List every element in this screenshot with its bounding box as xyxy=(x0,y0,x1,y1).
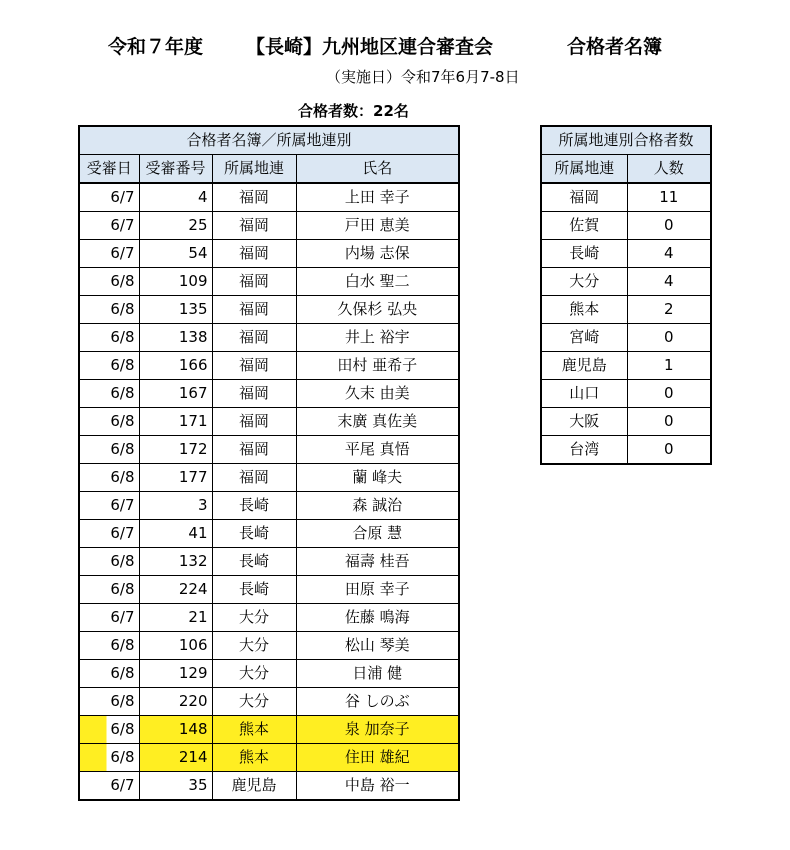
cell-date: 6/8 xyxy=(79,408,139,436)
cell-name: 末廣 真佐美 xyxy=(296,408,459,436)
cell-region: 福岡 xyxy=(212,352,296,380)
cell-date: 6/7 xyxy=(79,183,139,212)
cell-date: 6/7 xyxy=(79,604,139,632)
cell-number: 25 xyxy=(139,212,212,240)
cell-number: 177 xyxy=(139,464,212,492)
cell-name: 福壽 桂吾 xyxy=(296,548,459,576)
cell-region: 福岡 xyxy=(212,296,296,324)
table-row xyxy=(79,324,459,352)
cell-number: 21 xyxy=(139,604,212,632)
cell-name: 田原 幸子 xyxy=(296,576,459,604)
side-table-caption: 所属地連別合格者数 xyxy=(541,126,711,155)
cell-date: 6/7 xyxy=(79,212,139,240)
cell-name: 戸田 恵美 xyxy=(296,212,459,240)
table-row xyxy=(541,380,711,408)
cell-name: 田村 亜希子 xyxy=(296,352,459,380)
cell-region: 福岡 xyxy=(212,240,296,268)
cell-date: 6/8 xyxy=(79,660,139,688)
table-row xyxy=(79,212,459,240)
cell-number: 35 xyxy=(139,772,212,801)
region-count-table xyxy=(540,125,712,465)
cell-number: 220 xyxy=(139,688,212,716)
table-row xyxy=(79,268,459,296)
table-row xyxy=(541,352,711,380)
table-row xyxy=(541,212,711,240)
cell-date: 6/8 xyxy=(79,548,139,576)
cell-count: 0 xyxy=(627,324,711,352)
cell-region: 熊本 xyxy=(212,716,296,744)
cell-name: 中島 裕一 xyxy=(296,772,459,801)
cell-number: 129 xyxy=(139,660,212,688)
cell-name: 森 誠治 xyxy=(296,492,459,520)
cell-region: 福岡 xyxy=(212,268,296,296)
cell-number: 167 xyxy=(139,380,212,408)
table-row xyxy=(541,408,711,436)
cell-region: 大分 xyxy=(541,268,627,296)
cell-region: 佐賀 xyxy=(541,212,627,240)
cell-count: 0 xyxy=(627,436,711,465)
cell-date: 6/7 xyxy=(79,240,139,268)
cell-region: 鹿児島 xyxy=(212,772,296,801)
cell-region: 大分 xyxy=(212,688,296,716)
cell-number: 214 xyxy=(139,744,212,772)
cell-region: 長崎 xyxy=(212,492,296,520)
cell-name: 谷 しのぶ xyxy=(296,688,459,716)
col-header-date: 受審日 xyxy=(79,155,139,184)
cell-region: 長崎 xyxy=(212,576,296,604)
cell-count: 2 xyxy=(627,296,711,324)
table-row xyxy=(79,436,459,464)
cell-date: 6/8 xyxy=(79,352,139,380)
table-row xyxy=(79,492,459,520)
main-table-header-row xyxy=(79,155,459,184)
cell-date: 6/8 xyxy=(79,464,139,492)
main-table-caption: 合格者名簿／所属地連別 xyxy=(79,126,459,155)
cell-name: 久保杉 弘央 xyxy=(296,296,459,324)
table-row xyxy=(79,380,459,408)
cell-region: 長崎 xyxy=(212,548,296,576)
cell-name: 日浦 健 xyxy=(296,660,459,688)
cell-date: 6/8 xyxy=(79,296,139,324)
cell-number: 41 xyxy=(139,520,212,548)
table-row xyxy=(79,520,459,548)
cell-count: 4 xyxy=(627,268,711,296)
table-row xyxy=(79,632,459,660)
cell-name: 上田 幸子 xyxy=(296,183,459,212)
table-row xyxy=(79,772,459,801)
cell-region: 長崎 xyxy=(212,520,296,548)
cell-date: 6/8 xyxy=(79,380,139,408)
table-row xyxy=(541,436,711,465)
cell-name: 蘭 峰夫 xyxy=(296,464,459,492)
cell-name: 平尾 真悟 xyxy=(296,436,459,464)
exam-date: （実施日）令和7年6月7-8日 xyxy=(326,68,520,86)
cell-region: 長崎 xyxy=(541,240,627,268)
cell-region: 大分 xyxy=(212,632,296,660)
title-event: 【長崎】九州地区連合審査会 xyxy=(246,36,494,58)
cell-number: 54 xyxy=(139,240,212,268)
cell-region: 福岡 xyxy=(212,183,296,212)
cell-date: 6/8 xyxy=(79,688,139,716)
cell-count: 0 xyxy=(627,380,711,408)
cell-date: 6/8 xyxy=(79,268,139,296)
cell-count: 0 xyxy=(627,212,711,240)
cell-count: 4 xyxy=(627,240,711,268)
cell-date: 6/8 xyxy=(79,744,139,772)
cell-region: 大分 xyxy=(212,660,296,688)
cell-region: 福岡 xyxy=(212,464,296,492)
cell-region: 鹿児島 xyxy=(541,352,627,380)
cell-number: 109 xyxy=(139,268,212,296)
col-header-count: 人数 xyxy=(627,155,711,184)
cell-region: 福岡 xyxy=(212,408,296,436)
cell-region: 山口 xyxy=(541,380,627,408)
cell-number: 166 xyxy=(139,352,212,380)
cell-name: 久末 由美 xyxy=(296,380,459,408)
cell-number: 172 xyxy=(139,436,212,464)
table-row xyxy=(79,183,459,212)
col-header-number: 受審番号 xyxy=(139,155,212,184)
table-row xyxy=(541,183,711,212)
table-row xyxy=(541,268,711,296)
cell-number: 106 xyxy=(139,632,212,660)
table-row xyxy=(79,576,459,604)
table-row xyxy=(79,744,459,772)
table-row xyxy=(541,296,711,324)
col-header-region: 所属地連 xyxy=(212,155,296,184)
side-table-header-row xyxy=(541,155,711,184)
cell-region: 大阪 xyxy=(541,408,627,436)
passers-table xyxy=(78,125,460,801)
cell-region: 福岡 xyxy=(212,436,296,464)
cell-region: 熊本 xyxy=(212,744,296,772)
table-row xyxy=(79,604,459,632)
cell-region: 熊本 xyxy=(541,296,627,324)
table-row xyxy=(79,548,459,576)
page-title xyxy=(0,32,790,62)
cell-date: 6/8 xyxy=(79,716,139,744)
table-row xyxy=(79,240,459,268)
cell-number: 3 xyxy=(139,492,212,520)
cell-name: 合原 慧 xyxy=(296,520,459,548)
table-row xyxy=(79,464,459,492)
table-row xyxy=(79,688,459,716)
cell-region: 福岡 xyxy=(212,380,296,408)
cell-name: 井上 裕宇 xyxy=(296,324,459,352)
cell-name: 住田 雄紀 xyxy=(296,744,459,772)
cell-number: 132 xyxy=(139,548,212,576)
cell-date: 6/8 xyxy=(79,632,139,660)
pass-count: 合格者数：22名 xyxy=(298,102,409,120)
cell-region: 宮崎 xyxy=(541,324,627,352)
cell-date: 6/8 xyxy=(79,324,139,352)
cell-name: 佐藤 鳴海 xyxy=(296,604,459,632)
col-header-region: 所属地連 xyxy=(541,155,627,184)
cell-number: 4 xyxy=(139,183,212,212)
cell-region: 福岡 xyxy=(212,212,296,240)
cell-region: 福岡 xyxy=(541,183,627,212)
cell-count: 1 xyxy=(627,352,711,380)
cell-date: 6/7 xyxy=(79,772,139,801)
cell-name: 白水 聖二 xyxy=(296,268,459,296)
table-row xyxy=(79,408,459,436)
table-row xyxy=(79,716,459,744)
cell-number: 171 xyxy=(139,408,212,436)
cell-count: 0 xyxy=(627,408,711,436)
cell-number: 224 xyxy=(139,576,212,604)
table-row xyxy=(541,240,711,268)
cell-region: 福岡 xyxy=(212,324,296,352)
title-year: 令和７年度 xyxy=(108,36,204,58)
col-header-name: 氏名 xyxy=(296,155,459,184)
cell-region: 台湾 xyxy=(541,436,627,465)
cell-region: 大分 xyxy=(212,604,296,632)
cell-name: 泉 加奈子 xyxy=(296,716,459,744)
table-row xyxy=(541,324,711,352)
cell-number: 138 xyxy=(139,324,212,352)
cell-date: 6/8 xyxy=(79,576,139,604)
cell-date: 6/7 xyxy=(79,492,139,520)
cell-number: 148 xyxy=(139,716,212,744)
cell-date: 6/8 xyxy=(79,436,139,464)
table-row xyxy=(79,296,459,324)
cell-name: 内場 志保 xyxy=(296,240,459,268)
title-list: 合格者名簿 xyxy=(567,36,663,58)
cell-name: 松山 琴美 xyxy=(296,632,459,660)
cell-count: 11 xyxy=(627,183,711,212)
table-row xyxy=(79,352,459,380)
cell-date: 6/7 xyxy=(79,520,139,548)
cell-number: 135 xyxy=(139,296,212,324)
table-row xyxy=(79,660,459,688)
